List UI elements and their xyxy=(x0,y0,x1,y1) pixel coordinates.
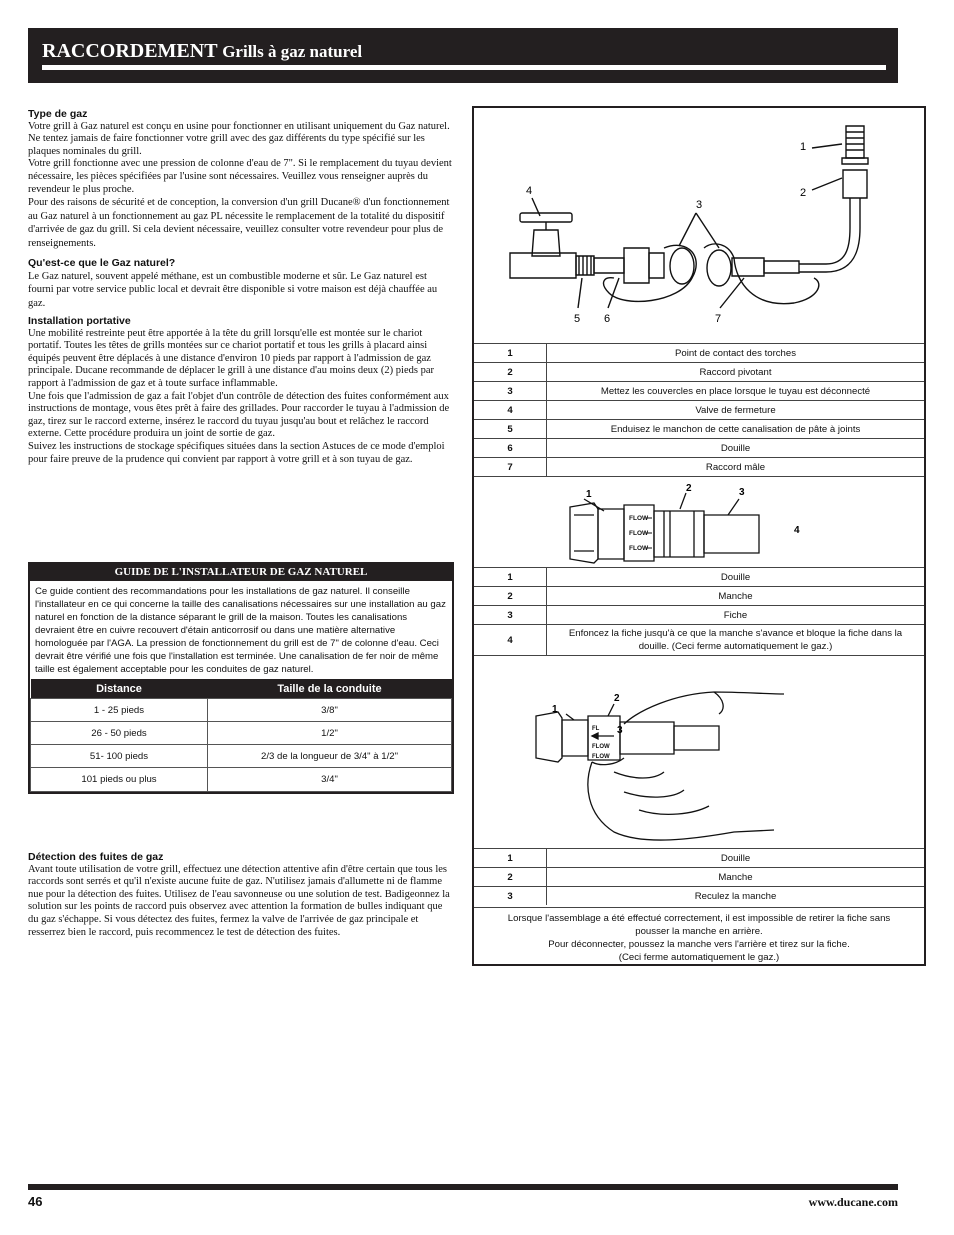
figure3-callout-2: 2 xyxy=(614,693,620,704)
note-line-1: Lorsque l'assemblage a été effectué correctement, il est impossible de retirer la fiche sans pousser la manche en arrière. xyxy=(507,913,891,937)
guide-text: Ce guide contient des recommandations pour les installations de gaz naturel. Il conseille l'installateur en ce qui concerne la taille des canalisations nécessaires sur une installation au gaz naturel en fonction de la distance séparant le grill de la maison. Toutes les canalisations devraient être en cuivre recouvert d'étain anticorrosif ou dans une matière alternative homologuée par l'AGA. La pression de fonctionnement du grill est de 7" de colonne d'eau. Ceci devrait être vérifié une fois que l'installation est terminée. Une canalisation de fer noir de même taille est également acceptable pour les conduites de gaz naturel. xyxy=(35,586,446,675)
type-gaz-text2: Votre grill fonctionne avec une pression de colonne d'eau de 7". Si le remplacement du tuyau devient nécessaire, les pièces spécifiées par l'usine sont nécessaires. Veuillez vous renseigner auprès du revendeur le plus proche. xyxy=(28,158,452,195)
figure2-callout-4: 4 xyxy=(794,525,800,536)
pipe-size-table xyxy=(30,679,452,792)
table-row: 6 Douille xyxy=(474,439,924,458)
connection-diagram-panel xyxy=(472,106,926,966)
qu-est-ce-text: Le Gaz naturel, souvent appelé méthane, est un combustible moderne et sûr. Le Gaz naturel est fourni par votre service public local et devrait être disponible si votre maison est déjà chauffée au gaz. xyxy=(28,270,438,309)
table-row xyxy=(31,768,452,792)
table-row: 2 Raccord pivotant xyxy=(474,363,924,382)
heading-qu-est-ce: Qu'est-ce que le Gaz naturel? xyxy=(28,257,176,269)
heading-installation: Installation portative xyxy=(28,315,131,327)
table-row: 2 Manche xyxy=(474,868,924,887)
installation-text3: Suivez les instructions de stockage spécifiques situées dans la section Astuces de ce mode d'emploi pour faire preuve de la prudence qui convient par rapport à votre grill et à son tuyau de gaz. xyxy=(28,440,445,465)
guide-title: GUIDE DE L'INSTALLATEUR DE GAZ NATUREL xyxy=(30,564,452,581)
quick-connect-figure xyxy=(474,475,924,567)
footer-rule xyxy=(28,1184,898,1190)
socket-icon xyxy=(594,258,624,273)
table-row xyxy=(31,745,452,768)
installer-guide xyxy=(28,562,454,794)
table-row: 5 Enduisez le manchon de cette canalisation de pâte à joints xyxy=(474,420,924,439)
table-row: 1 Douille xyxy=(474,849,924,868)
figure1-callout-2: 2 xyxy=(800,187,807,199)
table-row: 2 Manche xyxy=(474,587,924,606)
valve-handle-icon xyxy=(520,213,572,222)
table-cell: 26 - 50 pieds xyxy=(31,722,208,745)
header-rule xyxy=(42,65,886,70)
table-row: 1 Douille xyxy=(474,568,924,587)
table-header-row xyxy=(31,679,452,699)
parts-table-2 xyxy=(474,567,924,656)
figure2-callout-3: 3 xyxy=(739,487,745,498)
note-line-3: (Ceci ferme automatiquement le gaz.) xyxy=(618,952,780,963)
col-distance: Distance xyxy=(31,679,208,699)
figure2-callout-1: 1 xyxy=(586,489,592,500)
table-cell: 2/3 de la longueur de 3/4" à 1/2" xyxy=(208,745,452,768)
flow-label: FLOW xyxy=(629,545,649,552)
gas-hose-icon xyxy=(799,198,860,272)
plug-icon xyxy=(654,511,704,557)
valve-body-icon xyxy=(532,230,560,256)
installation-text: Une mobilité restreinte peut être apportée à la tête du grill lorsqu'elle est montée sur le chariot portatif. Toutes les têtes de grills montées sur ce chariot portatif et tous les grills à placard ainsi équipés peuvent être déplacés à une distance d'environ 10 pieds par rapport à l'admission de gaz principale. Ducane recommande de déplacer le grill à une distance d'au moins deux (2) pieds par rapport à l'admission de gaz et à toute surface inflammable. xyxy=(28,327,434,389)
table-cell: 3/8" xyxy=(208,699,452,722)
hose-assembly-figure xyxy=(474,108,924,343)
detection-text: Avant toute utilisation de votre grill, effectuez une détection attentive afin d'être certain que tous les raccords sont serrés et qu'il n'existe aucune fuite de gaz. N'utilisez jamais d'allumette ni de flamme nue pour la détection des fuites. Utilisez de l'eau savonneuse ou une solution de test. Badigeonnez la solution sur les points de raccord puis observez avec attention la formation de bulles indiquant que du gaz s'échappe. Si vous détectez des fuites, fermez la valve de l'arrivée de gaz principale et resserrez bien le raccord, puis recommencez le test de détection des fuites. xyxy=(28,863,450,938)
installation-text2: Une fois que l'admission de gaz a fait l'objet d'un contrôle de détection des fuites conformément aux instructions de montage, vous êtes prêt à faire des grillades. Pour raccorder le tuyau à l'admission de gaz, tirez sur le raccord externe, insérez le raccord du tuyau jusqu'au bout et relâchez le raccord externe. Cette procédure produira un joint de sortie de gaz. xyxy=(28,390,450,440)
website-link[interactable]: www.ducane.com xyxy=(808,1195,898,1209)
table-cell: 1/2" xyxy=(208,722,452,745)
heading-detection: Détection des fuites de gaz xyxy=(28,851,164,863)
heading-type-gaz: Type de gaz xyxy=(28,108,88,120)
section-type-gaz xyxy=(28,108,454,250)
figure1-callout-4: 4 xyxy=(526,185,533,197)
table-row: 4 Enfoncez la fiche jusqu'à ce que la manche s'avance et bloque la fiche dans la douille. (Ceci ferme automatiquement le gaz.) xyxy=(474,625,924,656)
disconnect-note xyxy=(474,907,924,964)
figure2-callout-2: 2 xyxy=(686,483,692,494)
note-line-2: Pour déconnecter, poussez la manche vers l'arrière et tirez sur la fiche. xyxy=(548,939,850,950)
table-row: 1 Point de contact des torches xyxy=(474,344,924,363)
figure1-callout-1: 1 xyxy=(800,141,807,153)
flow-label: FLOW xyxy=(629,515,649,522)
table-row xyxy=(31,722,452,745)
table-cell: 51- 100 pieds xyxy=(31,745,208,768)
page-number: 46 xyxy=(28,1194,43,1209)
section-qu-est-ce xyxy=(28,257,454,310)
figure3-callout-3: 3 xyxy=(617,725,623,736)
dust-cap-icon xyxy=(704,244,819,304)
socket-nut-icon xyxy=(536,712,562,762)
col-taille: Taille de la conduite xyxy=(208,679,452,699)
type-gaz-text: Votre grill à Gaz naturel est conçu en usine pour fonctionner en utilisant uniquement du Gaz naturel. Ne tentez jamais de faire fonctionner votre grill avec des gaz différents du type spécifié sur les plaques nominales du grill. xyxy=(28,120,450,157)
socket-nut-icon xyxy=(570,503,598,563)
flow-label: FLOW xyxy=(592,754,610,760)
section-detection xyxy=(28,851,454,939)
swivel-fitting-icon xyxy=(843,170,867,198)
figure1-callout-3: 3 xyxy=(696,199,703,211)
table-cell: 3/4" xyxy=(208,768,452,792)
torch-contact-fitting-icon xyxy=(846,126,864,158)
shutoff-valve-icon xyxy=(510,253,576,278)
table-row: 7 Raccord mâle xyxy=(474,458,924,477)
table-row xyxy=(31,699,452,722)
table-row: 3 Mettez les couvercles en place lorsque le tuyau est déconnecté xyxy=(474,382,924,401)
table-row: 3 Fiche xyxy=(474,606,924,625)
figure1-callout-7: 7 xyxy=(715,313,722,325)
pipe-thread-icon xyxy=(579,256,591,275)
disconnect-figure xyxy=(474,654,924,848)
page-title: RACCORDEMENT Grills à gaz naturel xyxy=(42,40,363,62)
hose-end-icon xyxy=(704,515,759,553)
figure3-callout-1: 1 xyxy=(552,704,558,715)
flow-label: FLOW xyxy=(592,744,610,750)
table-cell: 101 pieds ou plus xyxy=(31,768,208,792)
parts-table-3 xyxy=(474,848,924,905)
page-subtitle: Grills à gaz naturel xyxy=(222,42,363,61)
table-cell: 1 - 25 pieds xyxy=(31,699,208,722)
figure1-callout-5: 5 xyxy=(574,313,581,325)
hose-end-icon xyxy=(674,726,719,750)
section-installation xyxy=(28,315,454,466)
flow-label: FLOW xyxy=(629,530,649,537)
type-gaz-text3: Pour des raisons de sécurité et de conception, la conversion d'un grill Ducane® d'un fonctionnement au Gaz naturel à un fonctionnement au gaz PL nécessite le remplacement de la totalité du dispositif d'arrivée de gaz du grill. Si cela devient nécessaire, veuillez consulter votre revendeur pour plus de renseignements. xyxy=(28,197,450,249)
page-header xyxy=(28,28,898,83)
flow-label-partial: FL xyxy=(592,726,600,732)
table-row: 4 Valve de fermeture xyxy=(474,401,924,420)
parts-table-1 xyxy=(474,343,924,477)
plug-icon xyxy=(620,722,674,754)
table-row: 3 Reculez la manche xyxy=(474,887,924,906)
figure1-callout-6: 6 xyxy=(604,313,611,325)
hand-icon xyxy=(588,692,784,840)
